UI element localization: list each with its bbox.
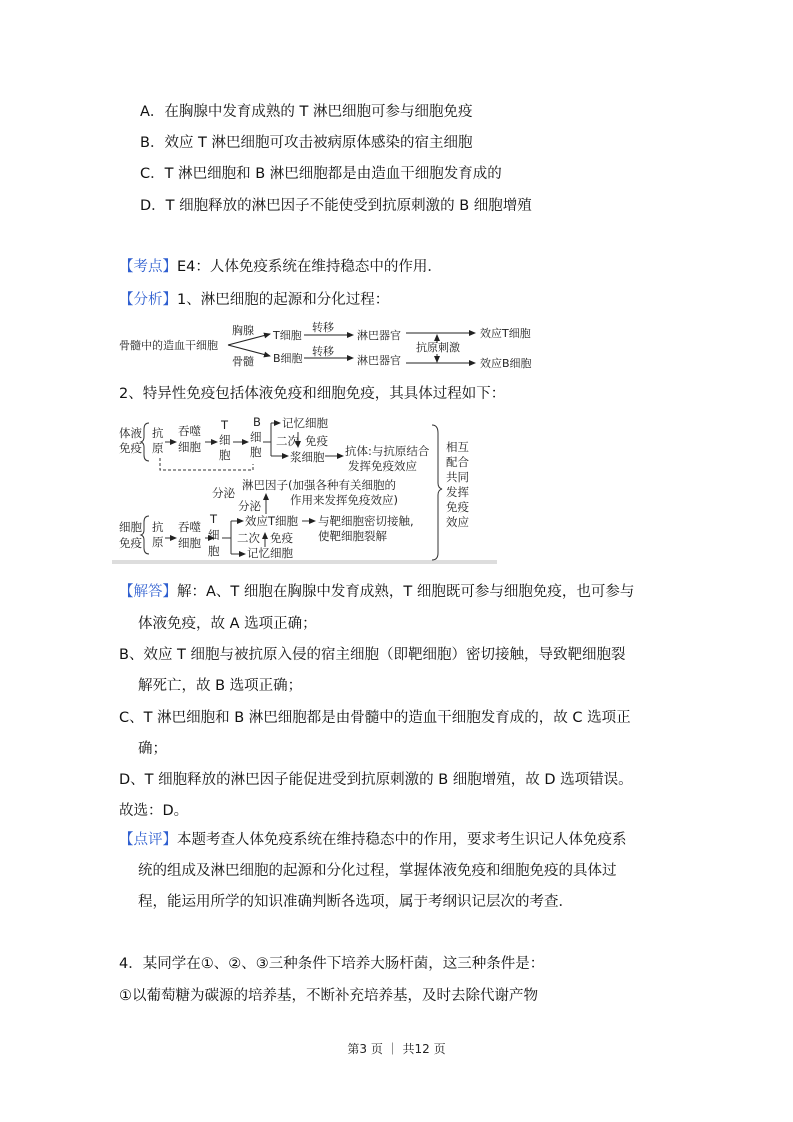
- d2-cooperate: 共同: [446, 470, 469, 484]
- d2-memory-cell: 记忆细胞: [282, 416, 328, 430]
- d1-b-cell: B细胞: [273, 352, 303, 365]
- d2-contact: 与靶细胞密切接触,: [318, 514, 414, 528]
- d2-antigen: 原: [152, 441, 164, 455]
- fenxi-text: 1、淋巴细胞的起源和分化过程：: [177, 292, 390, 308]
- d2-phagocyte: 细胞: [178, 536, 201, 550]
- kaodian-text: E4：人体免疫系统在维持稳态中的作用．: [177, 259, 442, 275]
- d2-t-cell: 胞: [219, 448, 231, 462]
- d2-memory-cell: 记忆细胞: [247, 546, 293, 560]
- jieda-line-7: D、T 细胞释放的淋巴因子能促进受到抗原刺激的 B 细胞增殖，故 D 选项错误。: [119, 772, 633, 788]
- d2-secrete: 分泌: [212, 486, 235, 500]
- d2-right-brace: [432, 425, 442, 560]
- d2-branch: [263, 423, 271, 456]
- d2-contact: 使靶细胞裂解: [318, 529, 387, 543]
- d2-second: 二次: [276, 434, 299, 448]
- d1-eff-b: 效应B细胞: [480, 357, 532, 370]
- fenxi-tag: 【分析】: [119, 292, 177, 308]
- d2-cooperate: 相互: [446, 440, 469, 454]
- d2-t-cell: T: [221, 418, 229, 432]
- d2-branch: [222, 521, 231, 554]
- answer-choice: 故选：D。: [119, 803, 189, 819]
- d2-secrete: 分泌: [238, 499, 261, 513]
- d1-stimulus: 抗原刺激: [416, 341, 460, 354]
- option-d: D．T 细胞释放的淋巴因子不能使受到抗原刺激的 B 细胞增殖: [140, 198, 532, 214]
- d2-humoral: 免疫: [119, 441, 142, 455]
- line-2-intro: 2、特异性免疫包括体液免疫和细胞免疫，其具体过程如下：: [119, 386, 506, 402]
- d1-t-cell: T细胞: [273, 329, 302, 342]
- d2-t-cell: 细: [219, 433, 231, 447]
- jieda-line-4: 解死亡，故 B 选项正确；: [138, 678, 303, 694]
- d2-t-cell: T: [210, 512, 218, 526]
- d1-transfer-bottom: 转移: [312, 345, 334, 358]
- d2-cellular: 细胞: [119, 520, 142, 534]
- d2-cooperate: 免疫: [446, 500, 469, 514]
- d1-transfer-top: 转移: [312, 321, 334, 334]
- kaodian-tag: 【考点】: [119, 259, 177, 275]
- d2-phagocyte: 吞噬: [178, 520, 201, 534]
- option-b: B．效应 T 淋巴细胞可攻击被病原体感染的宿主细胞: [140, 135, 473, 151]
- d2-phagocyte: 吞噬: [178, 424, 201, 438]
- d2-lymphokine: 淋巴因子(加强各种有关细胞的: [242, 478, 396, 492]
- d2-effector-t: 效应T细胞: [245, 514, 299, 528]
- d2-phagocyte: 细胞: [178, 440, 201, 454]
- jieda-text: 解：A、T 细胞在胸腺中发育成熟，T 细胞既可参与细胞免疫，也可参与: [177, 584, 635, 600]
- d1-thymus: 胸腺: [232, 324, 254, 337]
- d2-antibody: 发挥免疫效应: [348, 459, 417, 473]
- d2-antigen: 原: [152, 535, 164, 549]
- dianping-text: 本题考查人体免疫系统在维持稳态中的作用，要求考生识记人体免疫系: [177, 832, 627, 848]
- d2-humoral: 体液: [119, 426, 142, 440]
- d1-lymph-organ-top: 淋巴器官: [357, 329, 401, 342]
- d2-brace: [141, 516, 149, 554]
- dianping-line-3: 程，能运用所学的知识准确判断各选项，属于考纲识记层次的考查．: [138, 894, 573, 910]
- d2-second: 二次: [237, 531, 260, 545]
- d2-immune: 免疫: [305, 434, 328, 448]
- page-footer: 第3 页 ｜ 共12 页: [347, 1042, 446, 1056]
- d1-eff-t: 效应T细胞: [480, 327, 531, 340]
- d1-marrow: 骨髓: [232, 355, 254, 368]
- d1-lymph-organ-bottom: 淋巴器官: [357, 354, 401, 367]
- d1-origin: 骨髓中的造血干细胞: [119, 339, 218, 352]
- d2-dashed-path: [160, 458, 253, 470]
- jieda-line-2: 体液免疫，故 A 选项正确；: [138, 616, 317, 632]
- d2-cooperate: 配合: [446, 455, 469, 469]
- d2-b-cell: B: [253, 415, 261, 429]
- d2-t-cell: 胞: [208, 544, 220, 558]
- d2-antigen: 抗: [152, 426, 164, 440]
- d2-antigen: 抗: [152, 520, 164, 534]
- d2-bottom-bar: [112, 560, 497, 564]
- jieda-line-5: C、T 淋巴细胞和 B 淋巴细胞都是由骨髓中的造血干细胞发育成的，故 C 选项正: [119, 710, 631, 726]
- d2-cellular: 免疫: [119, 536, 142, 550]
- option-c: C．T 淋巴细胞和 B 淋巴细胞都是由造血干细胞发育成的: [140, 166, 502, 182]
- question-4-condition-1: ①以葡萄糖为碳源的培养基，不断补充培养基，及时去除代谢产物: [119, 988, 538, 1004]
- d2-cooperate: 发挥: [446, 485, 469, 499]
- jieda-line-1: [119, 582, 634, 602]
- question-4-stem: 4．某同学在①、②、③三种条件下培养大肠杆菌，这三种条件是：: [119, 956, 545, 972]
- dianping-line-2: 统的组成及淋巴细胞的起源和分化过程，掌握体液免疫和细胞免疫的具体过: [138, 863, 617, 879]
- jieda-line-3: B、效应 T 细胞与被抗原入侵的宿主细胞（即靶细胞）密切接触，导致靶细胞裂: [119, 647, 626, 663]
- d2-plasma-cell: 浆细胞: [290, 450, 325, 464]
- d2-cooperate: 效应: [446, 515, 469, 529]
- d2-immune: 免疫: [270, 531, 293, 545]
- jieda-line-6: 确；: [138, 741, 167, 757]
- d2-antibody: 抗体:与抗原结合: [345, 444, 430, 458]
- option-a: A．在胸腺中发育成熟的 T 淋巴细胞可参与细胞免疫: [140, 104, 473, 120]
- d2-b-cell: 胞: [250, 445, 262, 459]
- dianping-line-1: [119, 830, 627, 850]
- d2-b-cell: 细: [250, 430, 262, 444]
- d2-lymphokine: 作用来发挥免疫效应): [290, 493, 398, 507]
- jieda-tag: 【解答】: [119, 584, 177, 600]
- dianping-tag: 【点评】: [119, 832, 177, 848]
- d2-brace: [141, 423, 149, 461]
- d2-t-cell: 细: [208, 528, 220, 542]
